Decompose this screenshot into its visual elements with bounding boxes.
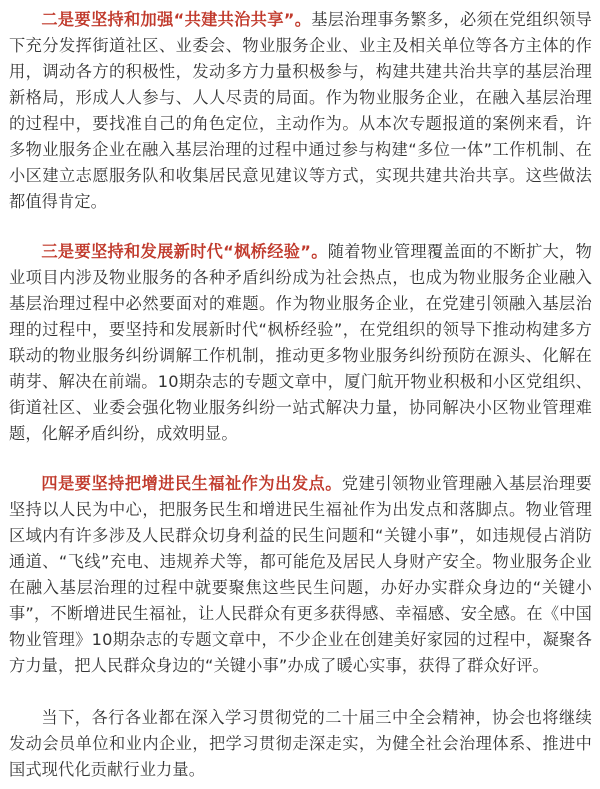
paragraph-public-welfare [9, 471, 592, 679]
paragraph-text: 当下，各行各业都在深入学习贯彻党的二十届三中全会精神，协会也将继续发动会员单位和业内企业，把学习贯彻走深走实，为健全社会治理体系、推进中国式现代化贡献行业力量。 [9, 708, 592, 779]
paragraph-text: 党建引领物业管理融入基层治理要坚持以人民为中心，把服务民生和增进民生福祉作为出发点和落脚点。物业管理区域内有许多涉及人民群众切身利益的民生问题和“关键小事”，如违规侵占消防通道、“飞线”充电、违规养犬等，都可能危及居民人身财产安全。物业服务企业在融入基层治理的过程中就要聚焦这些民生问题，办好办实群众身边的“关键小事”，不断增进民生福祉，让人民群众有更多获得感、幸福感、安全感。在《中国物业管理》10期杂志的专题文章中，不少企业在创建美好家园的过程中，凝聚各方力量，把人民群众身边的“关键小事”办成了暖心实事，获得了群众好评。 [9, 474, 593, 675]
paragraph-co-governance [9, 7, 592, 215]
paragraph-fengqiao-experience [9, 239, 592, 447]
paragraph-heading: 二是要坚持和加强“共建共治共享”。 [41, 10, 312, 29]
paragraph-closing [9, 705, 592, 783]
paragraph-text: 随着物业管理覆盖面的不断扩大，物业项目内涉及物业服务的各种矛盾纠纷成为社会热点，也成为物业服务企业融入基层治理过程中必然要面对的难题。作为物业服务企业，在党建引领融入基层治理的过程中，要坚持和发展新时代“枫桥经验”，在党组织的领导下推动构建多方联动的物业服务纠纷调解工作机制，推动更多物业服务纠纷预防在源头、化解在萌芽、解决在前端。10期杂志的专题文章中，厦门航开物业积极和小区党组织、街道社区、业委会强化物业服务纠纷一站式解决力量，协同解决小区物业管理难题，化解矛盾纠纷，成效明显。 [9, 242, 592, 443]
paragraph-heading: 三是要坚持和发展新时代“枫桥经验”。 [41, 242, 328, 261]
paragraph-heading: 四是要坚持把增进民生福祉作为出发点。 [41, 474, 342, 493]
paragraph-text: 基层治理事务繁多，必须在党组织领导下充分发挥街道社区、业委会、物业服务企业、业主及相关单位等各方主体的作用，调动各方的积极性，发动多方力量积极参与，构建共建共治共享的基层治理新格局，形成人人参与、人人尽责的局面。作为物业服务企业，在融入基层治理的过程中，要找准自己的角色定位，主动作为。从本次专题报道的案例来看，许多物业服务企业在融入基层治理的过程中通过参与构建“多位一体”工作机制、在小区建立志愿服务队和收集居民意见建议等方式，实现共建共治共享。这些做法都值得肯定。 [9, 10, 592, 211]
